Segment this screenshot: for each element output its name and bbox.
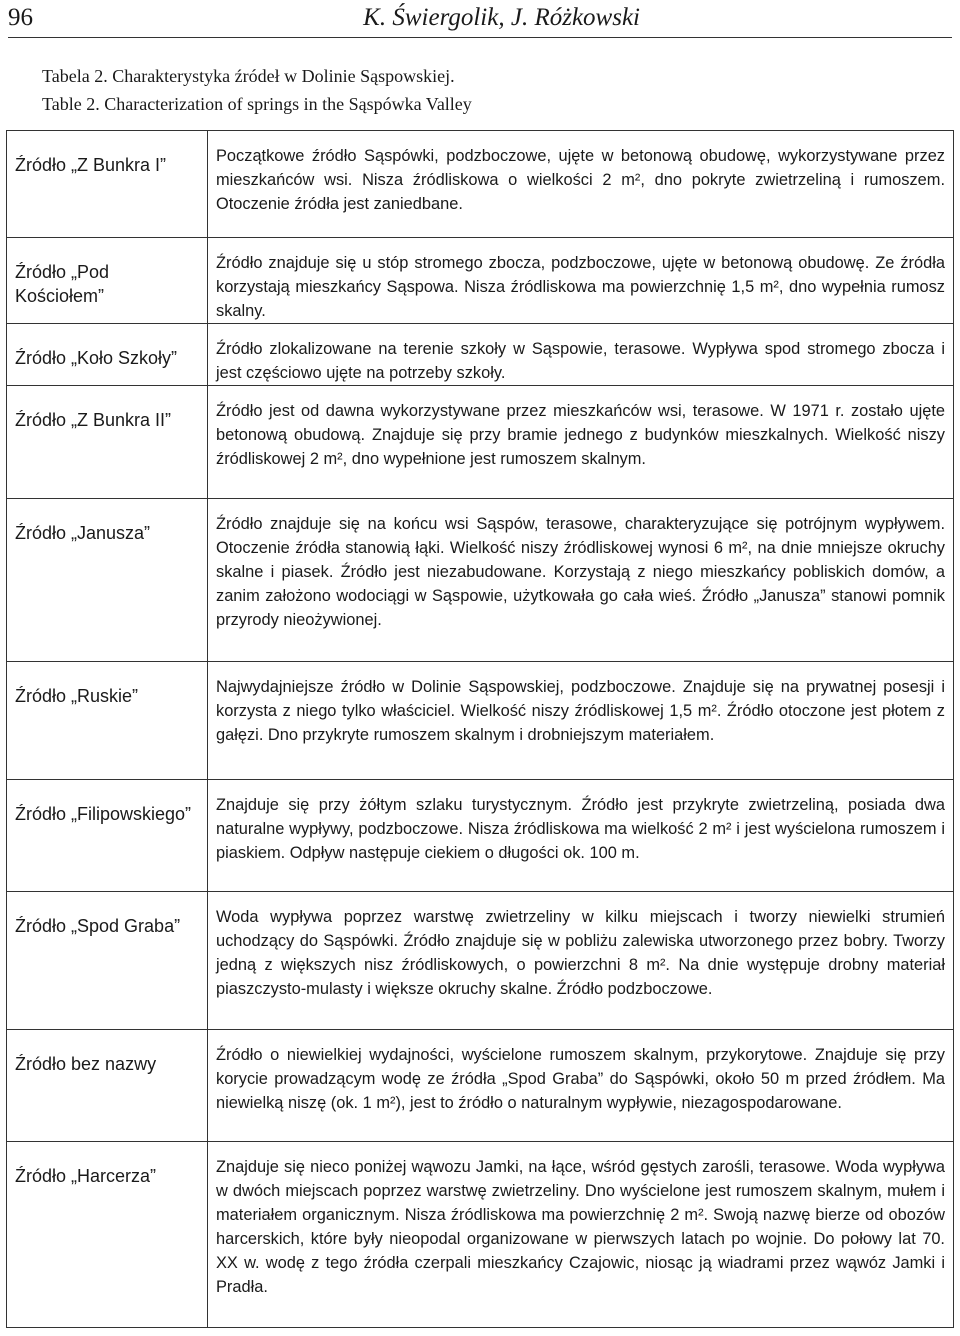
page-number: 96 [8, 4, 33, 31]
spring-description: Początkowe źródło Sąspówki, podzboczowe, ujęte w betonową obudowę, wykorzystywane przez mieszkańców wsi. Nisza źródliskowa o wielkości 2 m², dno pokryte zwietrzeliną i rumoszem. Otoczenie źródła jest zaniedbane. [208, 131, 954, 238]
spring-description: Znajduje się nieco poniżej wąwozu Jamki, na łące, wśród gęstych zarośli, terasowe. Woda wypływa w dwóch miejscach poprzez warstwę zwietrzeliny. Dno wyścielone jest rumoszem skalnym, mułem i materiałem organicznym. Nisza źródliskowa ma powierzchnię 2 m². Swoją nazwę bierze od obozów harcerskich, które były nieopodal organizowane w pierwszych latach po wojnie. Do połowy lat 70. XX w. wodę z tego źródła czerpali mieszkańcy Czajowic, niosąc ją wiadrami przez wąwóz Jamki i Pradła. [208, 1142, 954, 1328]
spring-name: Źródło bez nazwy [7, 1030, 208, 1142]
spring-name: Źródło „Z Bunkra II” [7, 386, 208, 499]
table-row [7, 892, 954, 1030]
table-caption-english: Table 2. Characterization of springs in the Sąspówka Valley [42, 94, 472, 114]
spring-description: Źródło jest od dawna wykorzystywane przez mieszkańców wsi, terasowe. W 1971 r. zostało ujęte betonową obudową. Znajduje się przy bramie jednego z budynków mieszkalnych. Wielkość niszy źródliskowej 2 m², dno wypełnione jest rumoszem skalnym. [208, 386, 954, 499]
spring-name: Źródło „Ruskie” [7, 662, 208, 780]
table-row [7, 324, 954, 386]
table-row [7, 780, 954, 892]
spring-description: Woda wypływa poprzez warstwę zwietrzeliny w kilku miejscach i tworzy niewielki strumień uchodzący do Sąspówki. Źródło znajduje się w pobliżu zalewiska utworzonego przez bobry. Tworzy jedną z większych nisz źródliskowych, o powierzchni 8 m². Na dnie występuje drobny materiał piaszczysto-mulasty i większe okruchy skalne. Źródło podzboczowe. [208, 892, 954, 1030]
spring-name: Źródło „Spod Graba” [7, 892, 208, 1030]
spring-name: Źródło „Pod Kościołem” [7, 238, 208, 324]
page-header [0, 0, 960, 38]
header-rule [8, 37, 952, 38]
spring-name: Źródło „Koło Szkoły” [7, 324, 208, 386]
spring-description: Źródło znajduje się u stóp stromego zbocza, podzboczowe, ujęte w betonową obudowę. Ze źródła korzystają mieszkańcy Sąspowa. Nisza źródliskowa ma powierzchnię 1,5 m², dno wypełnia rumosz skalny. [208, 238, 954, 324]
table-row [7, 1030, 954, 1142]
table-row [7, 499, 954, 662]
table-row [7, 1142, 954, 1328]
spring-description: Źródło o niewielkiej wydajności, wyścielone rumoszem skalnym, przykorytowe. Znajduje się przy korycie prowadzącym wodę ze źródła „Spod Graba” do Sąspówki, około 50 m przed źródłem. Ma niewielką niszę (ok. 1 m²), jest to źródło o naturalnym wypływie, niezagospodarowane. [208, 1030, 954, 1142]
spring-description: Źródło zlokalizowane na terenie szkoły w Sąspowie, terasowe. Wypływa spod stromego zbocza i jest częściowo ujęte na potrzeby szkoły. [208, 324, 954, 386]
spring-description: Źródło znajduje się na końcu wsi Sąspów, terasowe, charakteryzujące się potrójnym wypływem. Otoczenie źródła stanowią łąki. Wielkość niszy źródliskowej wynosi 6 m², na dnie mniejsze okruchy skalne i piasek. Źródło jest niezabudowane. Korzystają z niego mieszkańcy pobliskich domów, a zanim założono wodociągi w Sąspowie, użytkowała go cała wieś. Źródło „Janusza” stanowi pomnik przyrody nieożywionej. [208, 499, 954, 662]
spring-name: Źródło „Z Bunkra I” [7, 131, 208, 238]
spring-name: Źródło „Janusza” [7, 499, 208, 662]
table-row [7, 662, 954, 780]
spring-description: Najwydajniejsze źródło w Dolinie Sąspowskiej, podzboczowe. Znajduje się na prywatnej posesji i korzysta z niego tylko właściciel. Wielkość niszy źródliskowej 1,5 m². Źródło otoczone jest płotem z gałęzi. Dno przykryte rumoszem skalnym i drobniejszym materiałem. [208, 662, 954, 780]
spring-name: Źródło „Filipowskiego” [7, 780, 208, 892]
table-row [7, 131, 954, 238]
running-authors: K. Świergolik, J. Różkowski [363, 4, 640, 31]
table-row [7, 386, 954, 499]
spring-description: Znajduje się przy żółtym szlaku turystycznym. Źródło jest przykryte zwietrzeliną, posiada dwa naturalne wypływy, podzboczowe. Nisza źródliskowa ma wielkość 2 m² i jest wyścielona rumoszem i piaskiem. Odpływ następuje ciekiem o długości ok. 100 m. [208, 780, 954, 892]
spring-name: Źródło „Harcerza” [7, 1142, 208, 1328]
springs-table [6, 130, 954, 1328]
table-row [7, 238, 954, 324]
table-caption-polish: Tabela 2. Charakterystyka źródeł w Dolinie Sąspowskiej. [42, 66, 455, 86]
